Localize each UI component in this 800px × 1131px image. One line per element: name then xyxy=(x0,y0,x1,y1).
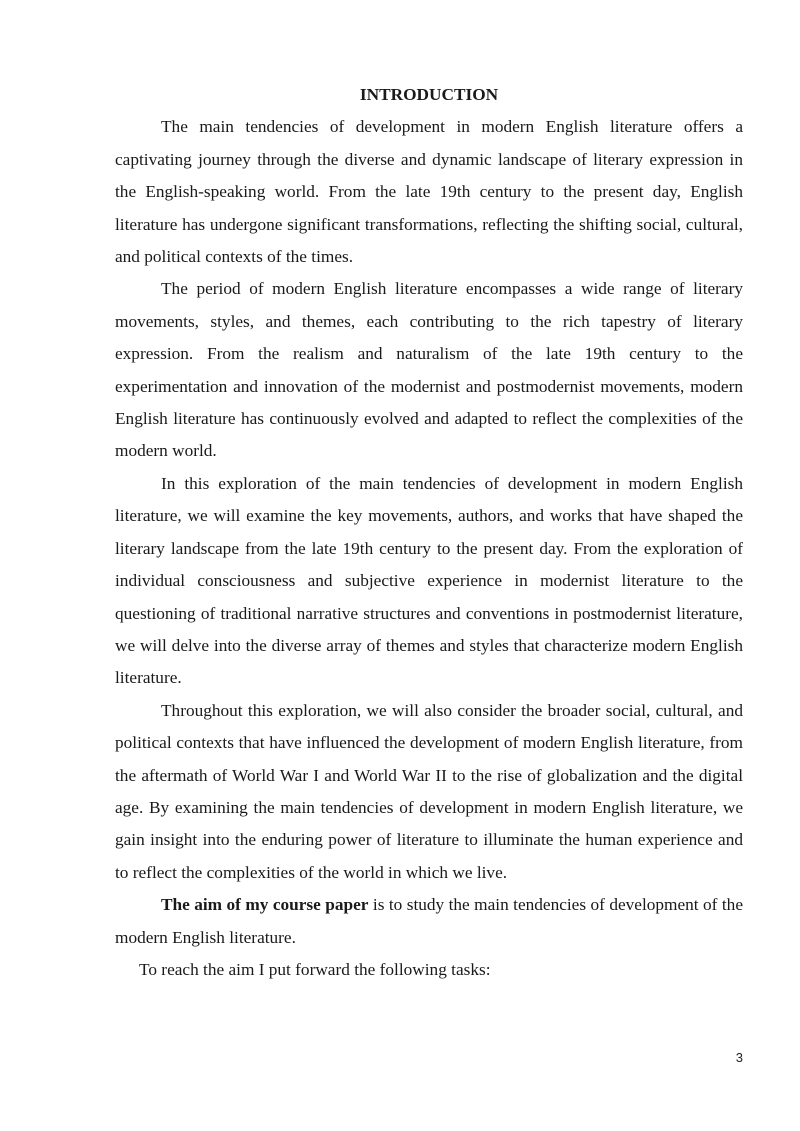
aim-rest: is to study the main tendencies of development of the modern English literature. xyxy=(115,895,743,947)
section-title: INTRODUCTION xyxy=(359,85,499,104)
paragraph-2: The period of modern English literature encompasses a wide range of literary movements, styles, and themes, each contributing to the rich tapestry of literary expression. From the realism and naturalism of the late 19th century to the experimentation and innovation of the modernist and postmodernist movements, modern English literature has continuously evolved and adapted to reflect the complexities of the modern world. xyxy=(115,279,743,461)
paragraph-4: Throughout this exploration, we will also consider the broader social, cultural, and political contexts that have influenced the development of modern English literature, from the aftermath of World War I and World War II to the rise of globalization and the digital age. By examining the main tendencies of development in modern English literature, we gain insight into the enduring power of literature to illuminate the human experience and to reflect the complexities of the world in which we live. xyxy=(115,700,743,882)
tasks-intro: To reach the aim I put forward the following tasks: xyxy=(139,959,491,979)
paragraph-1: The main tendencies of development in modern English literature offers a captivating journey through the diverse and dynamic landscape of literary expression in the English-speaking world. From the late 19th century to the present day, English literature has undergone significant transformations, reflecting the shifting social, cultural, and political contexts of the times. xyxy=(115,117,743,267)
page-number: 3 xyxy=(735,1050,743,1065)
aim-bold-lead: The aim of my course paper xyxy=(161,895,369,915)
document-body xyxy=(115,79,743,986)
paragraph-3: In this exploration of the main tendencies of development in modern English literature, we will examine the key movements, authors, and works that have shaped the literary landscape from the late 19th century to the present day. From the exploration of individual consciousness and subjective experience in modernist literature to the questioning of traditional narrative structures and conventions in postmodernist literature, we will delve into the diverse array of themes and styles that characterize modern English literature. xyxy=(115,473,743,688)
aim-paragraph xyxy=(115,889,743,954)
